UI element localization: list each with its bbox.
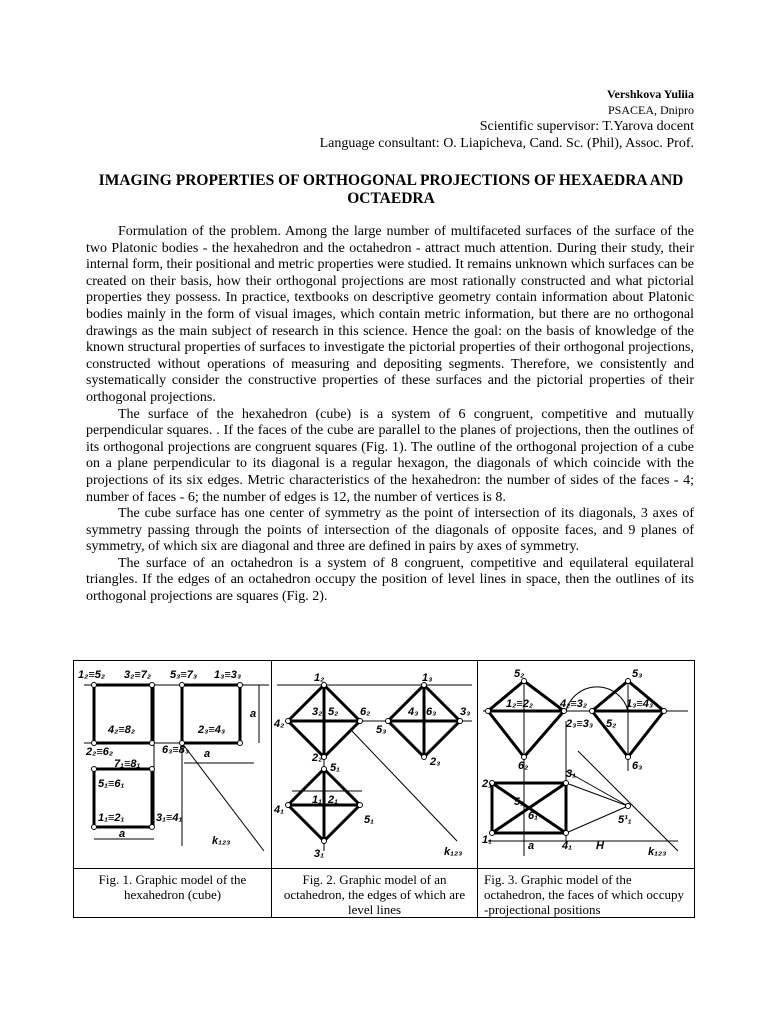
label: 6₂ xyxy=(518,760,529,772)
label: 2₂≡6₂ xyxy=(86,746,114,758)
label: 1₃≡4₃ xyxy=(626,698,654,710)
label: 6₃ xyxy=(632,760,643,772)
figure-1 xyxy=(74,661,272,917)
label: 6₃ xyxy=(426,706,437,718)
label: 6₂ xyxy=(360,706,371,718)
figure-3 xyxy=(478,661,694,917)
figure-2 xyxy=(272,661,478,917)
label: 1₃ xyxy=(422,672,433,684)
author-org: PSACEA, Dnipro xyxy=(607,103,694,117)
label: a xyxy=(119,828,126,840)
label: 4₁ xyxy=(274,804,284,816)
paragraph: The surface of the hexahedron (cube) is a system of 6 congruent, competitive and mutually perpendicular squares. . If the faces of the cube are parallel to the planes of projections, then the outlines of its orthogonal projections are congruent squares (Fig. 1). The outline of the orthogonal projection of a cube on a plane perpendicular to its diagonal is a regular hexagon, the diagonals of which coincide with the projections of its six edges. Metric characteristics of the hexahedron: the number of sides of the faces - 4; number of faces - 6; the number of edges is 12, the number of vertices is 8. xyxy=(86,406,694,505)
label: 7₁≡8₁ xyxy=(114,758,141,770)
label: 4₃ xyxy=(408,706,419,718)
label: 5₁ xyxy=(364,814,374,826)
label: 5₃ xyxy=(376,724,387,736)
label: 2₃ xyxy=(430,756,441,768)
label: 1₂≡5₂ xyxy=(78,669,106,681)
author-block xyxy=(320,86,694,152)
label: 4₂ xyxy=(274,718,285,730)
label: 3₂≡7₂ xyxy=(124,669,152,681)
label: 1₁ xyxy=(482,834,492,846)
label: 2₁ xyxy=(482,778,492,790)
paragraph: The cube surface has one center of symmetry as the point of intersection of its diagonals, 3 axes of symmetry passing through the points of intersection of the diagonals of opposite faces, and 9 planes of symmetry, of which six are diagonal and three are defined in pairs by axes of symmetry. xyxy=(86,506,694,555)
label: a xyxy=(250,708,257,720)
label: 5₂ xyxy=(606,718,617,730)
label: k₁₂₃ xyxy=(212,835,231,847)
supervisor: Scientific supervisor: T.Yarova docent xyxy=(479,119,694,134)
paragraph: The surface of an octahedron is a system of 8 congruent, competitive and equilateral equilateral triangles. If the edges of an octahedron occupy the position of level lines in space, then the outlines of its orthogonal projections are squares (Fig. 2). xyxy=(86,555,694,605)
label: 1₁≡2₁ xyxy=(98,812,125,824)
figure-3-drawing xyxy=(478,661,694,868)
label: 4₂≡8₂ xyxy=(108,724,136,736)
figure-2-caption: Fig. 2. Graphic model of an octahedron, the edges of which are level lines xyxy=(272,868,477,917)
label: 6₁ xyxy=(528,810,538,822)
paper-title: IMAGING PROPERTIES OF ORTHOGONAL PROJECTIONS OF HEXAEDRA AND OCTAEDRA xyxy=(98,172,684,207)
label: 1₃≡3₃ xyxy=(214,669,242,681)
label: 5₃≡7₃ xyxy=(170,669,198,681)
label: a xyxy=(528,840,535,852)
label: k₁₂₃ xyxy=(648,846,667,858)
label: 5₁ xyxy=(330,762,340,774)
label: 1₂ xyxy=(314,672,325,684)
label: 5₃ xyxy=(632,668,643,680)
label: 1₂≡2₂ xyxy=(506,698,534,710)
label: 2₁ xyxy=(328,794,338,806)
label: 1₁ xyxy=(312,794,322,806)
label: 2₃≡3₃ xyxy=(566,718,594,730)
label: 5₂ xyxy=(328,706,339,718)
figure-1-drawing xyxy=(74,661,272,868)
paragraph: Formulation of the problem. Among the large number of multifaceted surfaces of the surface of the two Platonic bodies - the hexahedron and the octahedron - attract much attention. During their study, their internal form, their positional and metric properties were studied. It remains unknown which surfaces can be created on their basis, how their orthogonal projections are most rationally constructed and what pictorial properties they possess. In practice, textbooks on descriptive geometry contain information about Platonic bodies mainly in the form of visual images, which contain metric information, but there are no orthogonal drawings as the main subject of research in this science. Hence the goal: on the basis of knowledge of the known structural properties of surfaces to investigate the pictorial properties of their orthogonal projections, constructed without operations of measuring and depositing segments. Therefore, we consistently and systematically consider the constructive properties of these surfaces and the pictorial properties of their orthogonal projections. xyxy=(86,224,694,405)
figure-2-drawing xyxy=(272,661,478,868)
label: 4₂≡3₂ xyxy=(560,698,588,710)
label: 2₂ xyxy=(312,752,323,764)
label: 5₁≡6₁ xyxy=(98,778,125,790)
label: H xyxy=(596,840,604,852)
figure-3-caption: Fig. 3. Graphic model of the octahedron, the faces of which occupy -projectional positions xyxy=(478,868,694,917)
language-consultant: Language consultant: O. Liapicheva, Cand. Sc. (Phil), Assoc. Prof. xyxy=(319,136,694,151)
body-text xyxy=(86,224,694,606)
label: 5¹₁ xyxy=(618,814,632,826)
label: 2₃≡4₃ xyxy=(198,724,226,736)
label: 3₂ xyxy=(312,706,323,718)
label: 6₃≡8₃ xyxy=(162,744,190,756)
author-name: Vershkova Yuliia xyxy=(606,87,694,101)
label: a xyxy=(204,748,211,760)
label: 5₂ xyxy=(514,668,525,680)
label: 3₁ xyxy=(314,848,324,860)
label: 4₁ xyxy=(562,840,572,852)
label: 3₁≡4₁ xyxy=(156,812,183,824)
label: k₁₂₃ xyxy=(444,846,463,858)
figure-1-caption: Fig. 1. Graphic model of the hexahedron (cube) xyxy=(74,868,271,902)
label: 5₁ xyxy=(514,796,524,808)
figures-table xyxy=(73,660,695,918)
label: 3₃ xyxy=(460,706,471,718)
label: 3₁ xyxy=(566,768,576,780)
